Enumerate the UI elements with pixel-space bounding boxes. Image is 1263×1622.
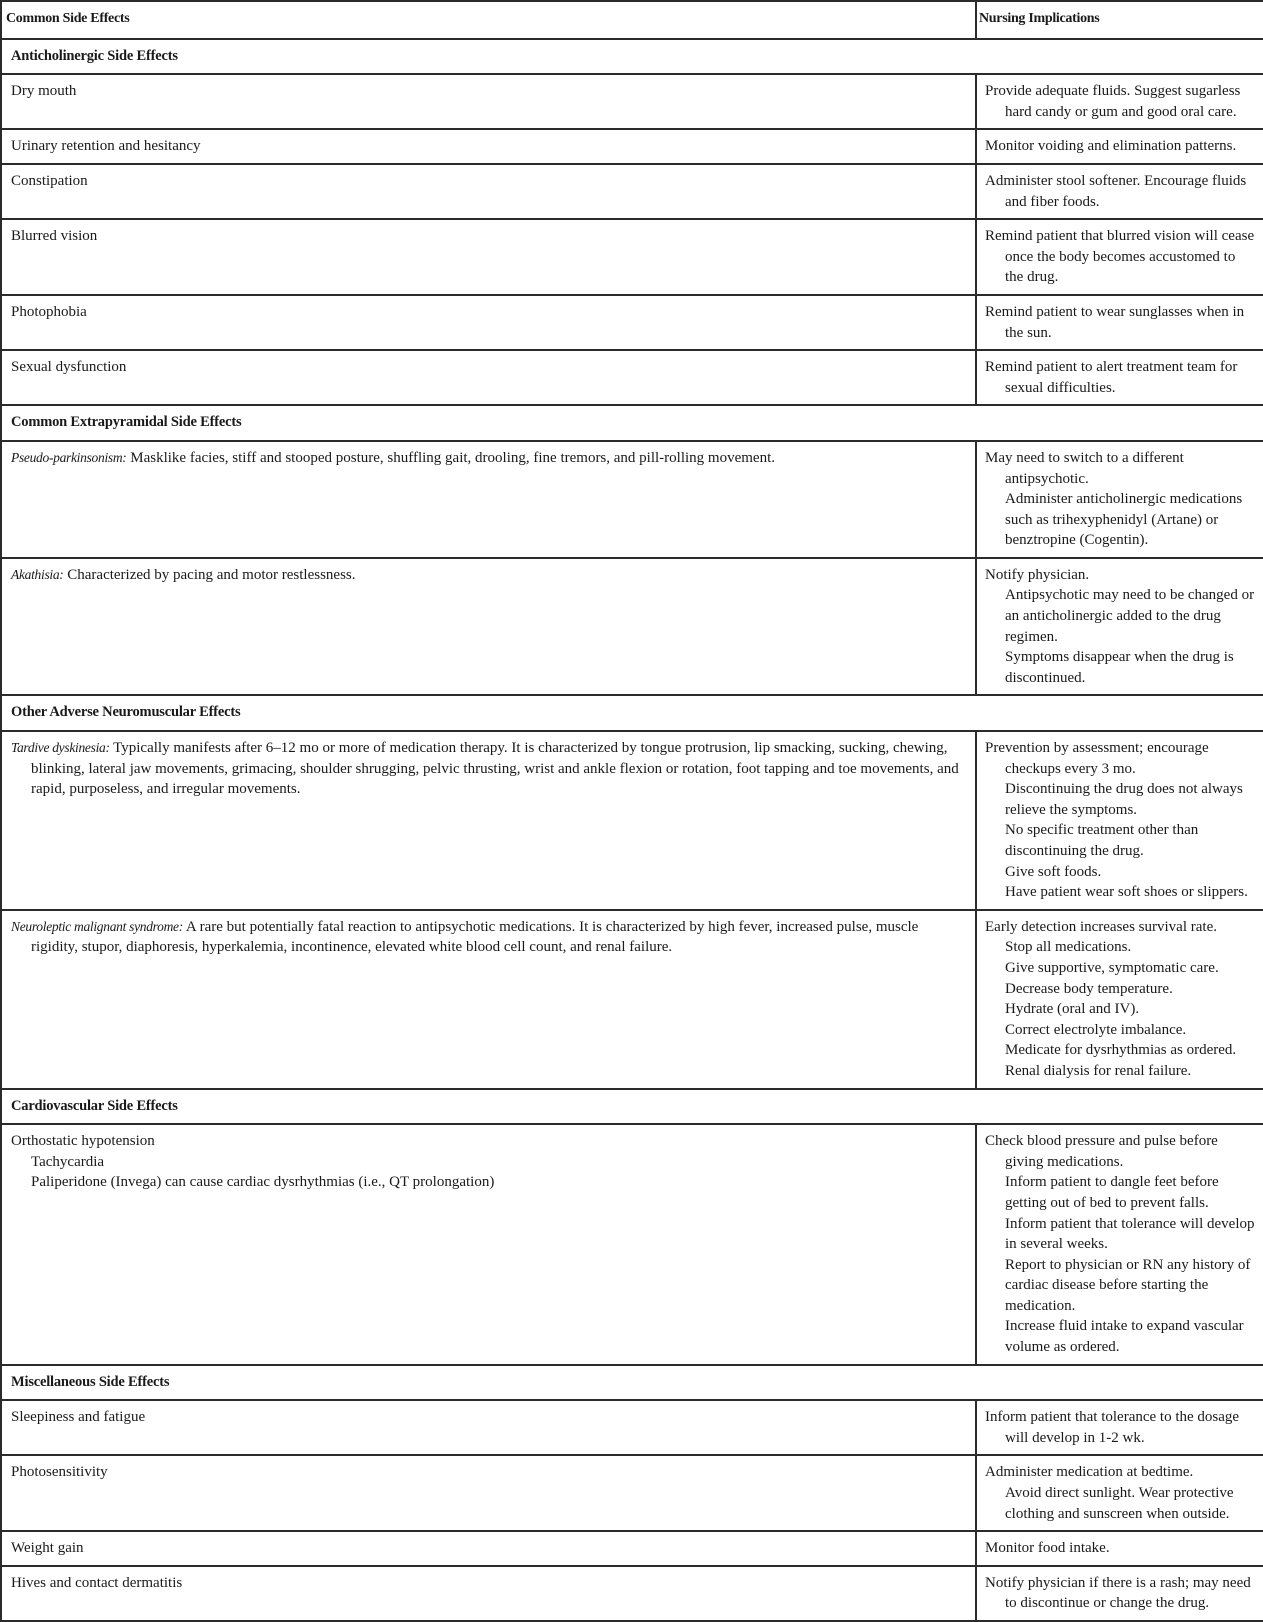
nursing-implication-item: Symptoms disappear when the drug is discontinued.	[1005, 649, 1234, 686]
side-effect-text	[11, 565, 966, 586]
header-common-side-effects: Common Side Effects	[1, 1, 976, 39]
side-effect-text	[11, 738, 966, 800]
table-row	[1, 1566, 1263, 1621]
nursing-implication-item: Avoid direct sunlight. Wear protective clothing and sunscreen when outside.	[1005, 1485, 1234, 1522]
nursing-implication-item: Administer medication at bedtime.	[985, 1464, 1194, 1481]
nursing-implication-cell	[976, 1400, 1263, 1455]
side-effect-text	[11, 226, 966, 247]
table-row	[1, 558, 1263, 696]
side-effect-cell	[1, 129, 976, 164]
section-title: Anticholinergic Side Effects	[1, 39, 1263, 75]
side-effect-cell	[1, 219, 976, 295]
nursing-implication-item: Remind patient that blurred vision will cease once the body becomes accustomed to the drug.	[985, 228, 1255, 286]
nursing-implication-cell	[976, 74, 1263, 129]
nursing-implication-item: Report to physician or RN any history of cardiac disease before starting the medication.	[1005, 1256, 1251, 1314]
side-effect-cell	[1, 1400, 976, 1455]
nursing-implication-item: Decrease body temperature.	[1005, 980, 1173, 997]
side-effect-term: Pseudo-parkinsonism:	[11, 449, 127, 465]
table-row	[1, 295, 1263, 350]
nursing-implication-item: Remind patient to alert treatment team for sexual difficulties.	[985, 359, 1238, 396]
side-effect-description: Hives and contact dermatitis	[11, 1574, 183, 1591]
section-row-other-adverse-neuromuscular-effects	[1, 695, 1263, 731]
nursing-implication-item: Notify physician.	[985, 566, 1090, 583]
side-effect-description: Blurred vision	[11, 228, 98, 245]
section-row-cardiovascular-side-effects	[1, 1089, 1263, 1125]
side-effect-text	[11, 1573, 966, 1594]
side-effect-description: Photosensitivity	[11, 1464, 108, 1481]
side-effect-cell	[1, 558, 976, 696]
side-effect-cell	[1, 731, 976, 910]
nursing-implication-item: May need to switch to a different antipsychotic.	[985, 449, 1184, 487]
side-effect-cell	[1, 1566, 976, 1621]
nursing-implication-item: Give supportive, symptomatic care.	[1005, 959, 1219, 976]
nursing-implication-item: Remind patient to wear sunglasses when in the sun.	[985, 303, 1245, 341]
side-effect-term: Akathisia:	[11, 566, 64, 582]
table-row	[1, 910, 1263, 1089]
side-effect-text	[11, 357, 966, 378]
side-effect-text	[11, 136, 966, 157]
side-effect-description: Urinary retention and hesitancy	[11, 138, 201, 155]
side-effect-cell	[1, 441, 976, 558]
nursing-implication-cell	[976, 295, 1263, 350]
side-effect-cell	[1, 164, 976, 219]
nursing-implication-item: Increase fluid intake to expand vascular volume as ordered.	[1005, 1318, 1244, 1356]
side-effect-sub-item: Tachycardia	[31, 1153, 105, 1170]
side-effect-cell	[1, 74, 976, 129]
side-effect-text	[11, 1407, 966, 1428]
nursing-implication-item: Have patient wear soft shoes or slippers.	[1005, 884, 1248, 901]
nursing-implication-item: Give soft foods.	[1005, 863, 1102, 880]
table-row	[1, 1455, 1263, 1531]
table-body	[1, 39, 1263, 1621]
side-effect-description: Sexual dysfunction	[11, 359, 127, 376]
nursing-implication-cell	[976, 129, 1263, 164]
nursing-implication-item: Inform patient that tolerance will develop in several weeks.	[1005, 1215, 1255, 1253]
side-effect-text	[11, 171, 966, 192]
section-row-common-extrapyramidal-side-effects	[1, 405, 1263, 441]
table-row	[1, 1124, 1263, 1365]
side-effect-term: Neuroleptic malignant syndrome:	[11, 918, 183, 934]
side-effect-description: Photophobia	[11, 303, 87, 320]
nursing-implication-item: Correct electrolyte imbalance.	[1005, 1021, 1187, 1038]
nursing-implication-item: Prevention by assessment; encourage checkups every 3 mo.	[985, 740, 1209, 777]
nursing-implication-cell	[976, 731, 1263, 910]
nursing-implication-item: Inform patient to dangle feet before getting out of bed to prevent falls.	[1005, 1174, 1219, 1211]
side-effect-sub-item: Paliperidone (Invega) can cause cardiac dysrhythmias (i.e., QT prolongation)	[31, 1174, 495, 1191]
nursing-implication-cell	[976, 1124, 1263, 1365]
section-title: Cardiovascular Side Effects	[1, 1089, 1263, 1125]
table-row	[1, 350, 1263, 405]
table-row	[1, 219, 1263, 295]
section-row-miscellaneous-side-effects	[1, 1365, 1263, 1401]
side-effect-text	[11, 1131, 966, 1152]
side-effect-term: Tardive dyskinesia:	[11, 740, 110, 756]
nursing-implication-item: Antipsychotic may need to be changed or an anticholinergic added to the drug regimen.	[1005, 587, 1255, 645]
nursing-implication-item: Inform patient that tolerance to the dosage will develop in 1-2 wk.	[985, 1409, 1240, 1446]
section-title: Miscellaneous Side Effects	[1, 1365, 1263, 1401]
nursing-implication-cell	[976, 1566, 1263, 1621]
table-row	[1, 441, 1263, 558]
nursing-implication-cell	[976, 164, 1263, 219]
side-effect-cell	[1, 1531, 976, 1566]
table-row	[1, 164, 1263, 219]
nursing-implication-cell	[976, 219, 1263, 295]
side-effect-cell	[1, 910, 976, 1089]
side-effect-text	[11, 1538, 966, 1559]
nursing-implication-item: No specific treatment other than discontinuing the drug.	[1005, 822, 1199, 859]
nursing-implication-cell	[976, 910, 1263, 1089]
section-title: Other Adverse Neuromuscular Effects	[1, 695, 1263, 731]
nursing-implication-item: Administer anticholinergic medications such as trihexyphenidyl (Artane) or benztropine (Cogentin).	[1005, 491, 1243, 549]
side-effect-description: Weight gain	[11, 1540, 84, 1557]
section-row-anticholinergic-side-effects	[1, 39, 1263, 75]
table-row	[1, 129, 1263, 164]
side-effect-description: Masklike facies, stiff and stooped posture, shuffling gait, drooling, fine tremors, and pill-rolling movement.	[126, 449, 775, 466]
side-effect-description: A rare but potentially fatal reaction to antipsychotic medications. It is characterized by high fever, increased pulse, muscle rigidity, stupor, diaphoresis, hyperkalemia, incontinence, elevated white blood cell count, and renal failure.	[31, 918, 919, 956]
nursing-implication-cell	[976, 558, 1263, 696]
nursing-implication-cell	[976, 350, 1263, 405]
table-row	[1, 1400, 1263, 1455]
nursing-implication-item: Monitor food intake.	[985, 1540, 1110, 1557]
table-row	[1, 1531, 1263, 1566]
side-effect-description: Typically manifests after 6–12 mo or more of medication therapy. It is characterized by tongue protrusion, lip smacking, sucking, chewing, blinking, lateral jaw movements, grimacing, shoulder shrugging, pelvic thrusting, wrist and ankle flexion or rotation, foot tapping and toe movements, and rapid, purposeless, and irregular movements.	[31, 740, 959, 798]
nursing-implication-item: Notify physician if there is a rash; may need to discontinue or change the drug.	[985, 1574, 1251, 1612]
header-nursing-implications: Nursing Implications	[976, 1, 1263, 39]
side-effect-text	[11, 917, 966, 958]
table-row	[1, 731, 1263, 910]
nursing-implication-cell	[976, 441, 1263, 558]
nursing-implication-item: Provide adequate fluids. Suggest sugarless hard candy or gum and good oral care.	[985, 83, 1241, 120]
nursing-implication-item: Monitor voiding and elimination patterns.	[985, 138, 1237, 155]
table-header-row	[1, 1, 1263, 39]
nursing-implication-item: Renal dialysis for renal failure.	[1005, 1062, 1192, 1079]
nursing-implication-item: Early detection increases survival rate.	[985, 918, 1217, 935]
side-effect-text	[11, 302, 966, 323]
side-effect-cell	[1, 1124, 976, 1365]
side-effect-cell	[1, 350, 976, 405]
side-effect-text	[11, 81, 966, 102]
side-effect-cell	[1, 1455, 976, 1531]
nursing-implication-item: Stop all medications.	[1005, 939, 1132, 956]
section-title: Common Extrapyramidal Side Effects	[1, 405, 1263, 441]
nursing-implication-item: Discontinuing the drug does not always relieve the symptoms.	[1005, 781, 1243, 818]
nursing-implication-item: Hydrate (oral and IV).	[1005, 1001, 1140, 1018]
side-effect-description: Dry mouth	[11, 83, 77, 100]
nursing-implication-item: Administer stool softener. Encourage fluids and fiber foods.	[985, 172, 1247, 210]
side-effect-description: Characterized by pacing and motor restlessness.	[63, 566, 356, 583]
side-effect-description: Sleepiness and fatigue	[11, 1409, 146, 1426]
side-effect-description: Orthostatic hypotension	[11, 1133, 155, 1150]
table-row	[1, 74, 1263, 129]
nursing-implication-item: Medicate for dysrhythmias as ordered.	[1005, 1042, 1237, 1059]
nursing-implication-cell	[976, 1531, 1263, 1566]
side-effect-text	[11, 448, 966, 469]
side-effect-text	[11, 1462, 966, 1483]
nursing-implication-cell	[976, 1455, 1263, 1531]
side-effect-cell	[1, 295, 976, 350]
nursing-implication-item: Check blood pressure and pulse before giving medications.	[985, 1133, 1218, 1170]
side-effect-description: Constipation	[11, 172, 88, 189]
